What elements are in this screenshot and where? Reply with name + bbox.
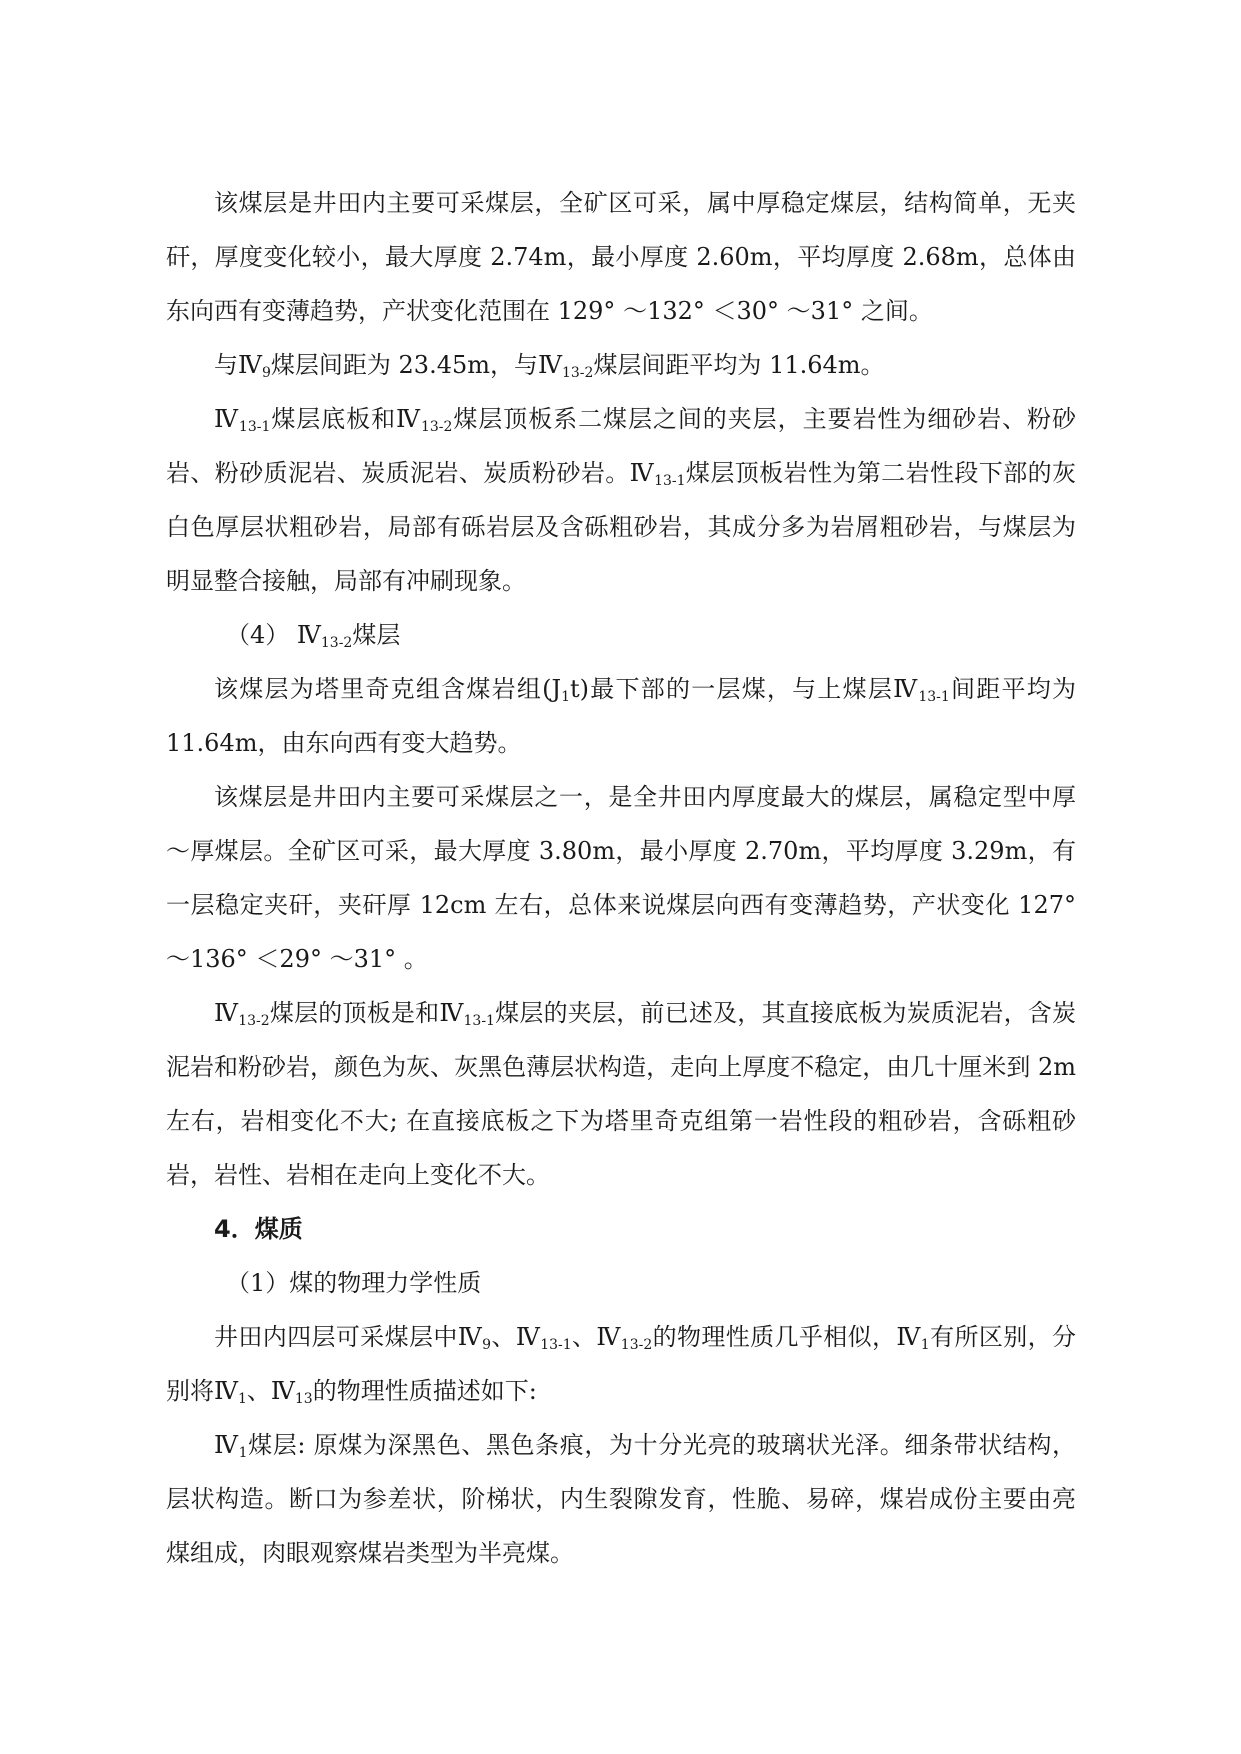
paragraph-interlayer-lithology: $Ⅳ_{13-1}$煤层底板和$Ⅳ_{13-2}$煤层顶板系二煤层之间的夹层，主要岩性为细砂岩、粉砂岩、粉砂质泥岩、炭质泥岩、炭质粉砂岩。$Ⅳ_{13-1}$煤层顶板岩性为第二岩性段下部的灰白色厚层状粗砂岩，局部有砾岩层及含砾粗砂岩，其成分多为岩屑粗砂岩，与煤层为明显整合接触，局部有冲刷现象。	[166, 405, 1077, 595]
paragraph-coal-seam-description: 该煤层是井田内主要可采煤层，全矿区可采，属中厚稳定煤层，结构简单，无夹矸，厚度变化较小，最大厚度 2.74m，最小厚度 2.60m，平均厚度 2.68m，总体由东向西有变薄趋势，产状变化范围在 129° ～132° ＜30° ～31° 之间。	[166, 189, 1076, 325]
paragraph-seam-13-2-thickness: 该煤层是井田内主要可采煤层之一，是全井田内厚度最大的煤层，属稳定型中厚～厚煤层。全矿区可采，最大厚度 3.80m，最小厚度 2.70m，平均厚度 3.29m，有一层稳定夹矸，夹矸厚 12cm 左右，总体来说煤层向西有变薄趋势，产状变化 127° ～136° ＜29° ～31° 。	[166, 783, 1076, 973]
subheading-physical-properties: （1）煤的物理力学性质	[226, 1269, 482, 1297]
paragraph-seam-13-2-roof-floor: $Ⅳ_{13-2}$煤层的顶板是和$Ⅳ_{13-1}$煤层的夹层，前已述及，其直接底板为炭质泥岩，含炭泥岩和粉砂岩，颜色为灰、灰黑色薄层状构造，走向上厚度不稳定，由几十厘米到 2m 左右，岩相变化不大; 在直接底板之下为塔里奇克组第一岩性段的粗砂岩，含砾粗砂岩，岩性、岩相在走向上变化不大。	[166, 999, 1076, 1189]
heading-seam-13-2: （4） $Ⅳ_{13-2}$煤层	[226, 621, 401, 651]
paragraph-seam-1-description: $Ⅳ_1$煤层: 原煤为深黑色、黑色条痕，为十分光亮的玻璃状光泽。细条带状结构，层状构造。断口为参差状，阶梯状，内生裂隙发育，性脆、易碎，煤岩成份主要由亮煤组成，肉眼观察煤岩类型为半亮煤。	[166, 1431, 1076, 1567]
paragraph-seam-13-2-position: 该煤层为塔里奇克组含煤岩组$(J_1t)$最下部的一层煤，与上煤层$Ⅳ_{13-1}$间距平均为 11.64m，由东向西有变大趋势。	[166, 675, 1077, 757]
section-heading-coal-quality: 4．煤质	[214, 1215, 303, 1243]
document-page	[166, 176, 1076, 1580]
paragraph-physical-properties-intro: 井田内四层可采煤层中$Ⅳ_9$、$Ⅳ_{13-1}$、$Ⅳ_{13-2}$的物理性质几乎相似，$Ⅳ_1$有所区别，分别将$Ⅳ_1$、$Ⅳ_{13}$的物理性质描述如下:	[166, 1323, 1077, 1407]
paragraph-seam-spacing: 与$Ⅳ_9$煤层间距为 23.45m，与$Ⅳ_{13-2}$煤层间距平均为 11.64m。	[214, 351, 885, 381]
